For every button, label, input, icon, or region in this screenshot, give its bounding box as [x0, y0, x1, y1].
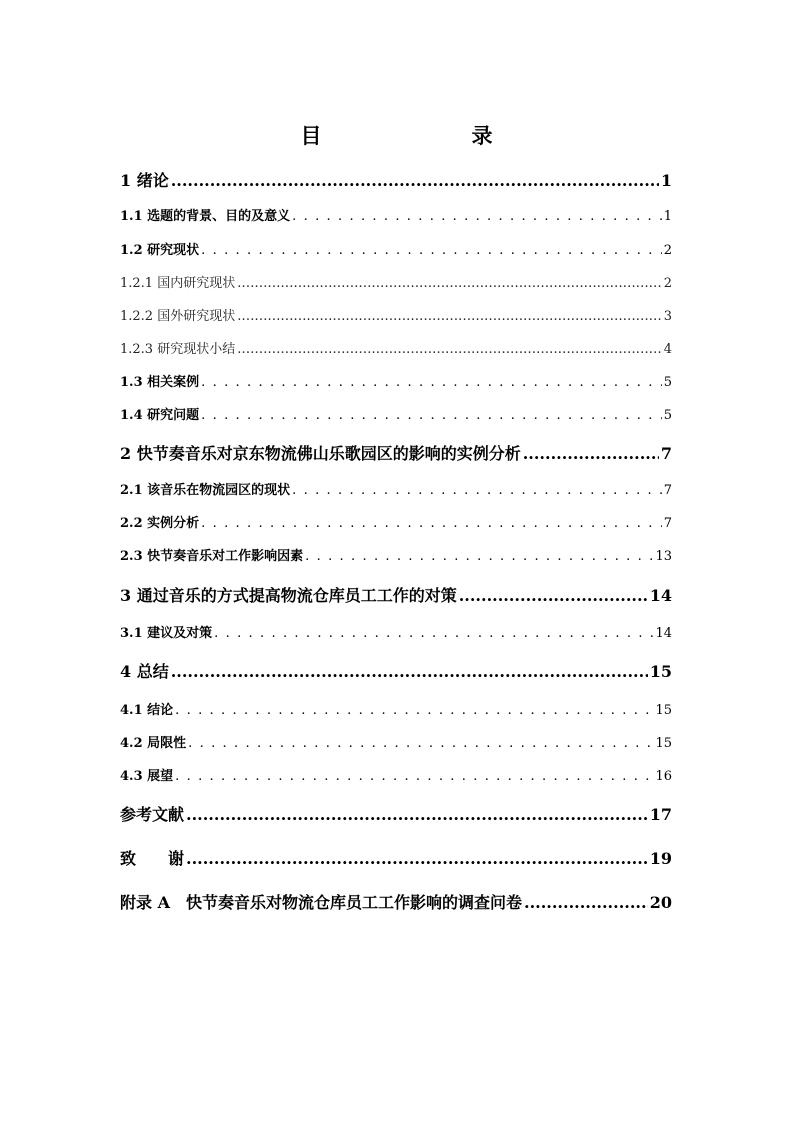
toc-entry-page: 20: [649, 893, 672, 912]
dot-leader: [201, 405, 662, 427]
dot-leader: [171, 659, 648, 685]
dot-leader: [237, 273, 662, 295]
toc-entry-chapter-2[interactable]: [120, 441, 672, 467]
toc-entry-label: 1.1 选题的背景、目的及意义: [120, 209, 291, 224]
toc-entry-references[interactable]: [120, 802, 672, 828]
toc-entry-label: 参考文献: [120, 805, 185, 824]
dot-leader: [171, 168, 659, 194]
dot-leader: [175, 766, 653, 788]
toc-entry-page: 19: [649, 849, 672, 868]
toc-entry-page: 1: [660, 171, 672, 190]
dot-leader: [237, 306, 662, 328]
dot-leader: [237, 339, 662, 361]
toc-entry-label: 1.2.3 研究现状小结: [120, 342, 236, 357]
toc-entry-subsection-1-2-3[interactable]: [120, 339, 672, 361]
toc-entry-label: 4.2 局限性: [120, 736, 187, 751]
dot-leader: [214, 623, 653, 645]
toc-entry-section-4-2[interactable]: [120, 733, 672, 755]
dot-leader: [523, 441, 659, 467]
toc-entry-label: 1.2.1 国内研究现状: [120, 276, 236, 291]
dot-leader: [201, 372, 662, 394]
toc-entry-label: 附录 A 快节奏音乐对物流仓库员工工作影响的调查问卷: [120, 893, 522, 912]
toc-entry-section-2-1[interactable]: [120, 480, 672, 502]
toc-entry-page: 2: [663, 276, 672, 291]
toc-entry-label: 3.1 建议及对策: [120, 626, 213, 641]
toc-entry-subsection-1-2-2[interactable]: [120, 306, 672, 328]
toc-entry-page: 7: [663, 483, 672, 498]
page-title: 目 录: [300, 123, 529, 148]
toc-entry-label: 4.1 结论: [120, 703, 174, 718]
toc-entry-appendix-a[interactable]: [120, 890, 672, 916]
toc-entry-page: 15: [655, 736, 672, 751]
toc-entry-subsection-1-2-1[interactable]: [120, 273, 672, 295]
toc-entry-label: 1.2 研究现状: [120, 243, 200, 258]
toc-entry-label: 2.3 快节奏音乐对工作影响因素: [120, 549, 304, 564]
toc-entry-chapter-1[interactable]: [120, 168, 672, 194]
toc-entry-page: 4: [663, 342, 672, 357]
toc-entry-chapter-3[interactable]: [120, 583, 672, 609]
toc-entry-label: 1.2.2 国外研究现状: [120, 309, 236, 324]
toc-entry-section-3-1[interactable]: [120, 623, 672, 645]
toc-entry-page: 14: [649, 586, 672, 605]
dot-leader: [175, 700, 653, 722]
toc-entry-label: 4.3 展望: [120, 769, 174, 784]
toc-entry-page: 1: [663, 209, 672, 224]
dot-leader: [186, 846, 648, 872]
toc-entry-page: 7: [663, 516, 672, 531]
toc-entry-label: 4 总结: [120, 662, 169, 681]
toc-entry-acknowledgements[interactable]: [120, 846, 672, 872]
toc-entry-page: 5: [663, 375, 672, 390]
toc-entry-page: 2: [663, 243, 672, 258]
toc-entry-section-1-4[interactable]: [120, 405, 672, 427]
dot-leader: [186, 802, 648, 828]
toc-entry-section-4-1[interactable]: [120, 700, 672, 722]
dot-leader: [201, 513, 662, 535]
dot-leader: [459, 583, 648, 609]
toc-entry-page: 13: [655, 549, 672, 564]
toc-entry-section-1-3[interactable]: [120, 372, 672, 394]
toc-entry-page: 3: [663, 309, 672, 324]
toc-entry-section-2-2[interactable]: [120, 513, 672, 535]
toc-entry-page: 17: [649, 805, 672, 824]
toc-entry-label: 2.1 该音乐在物流园区的现状: [120, 483, 291, 498]
dot-leader: [201, 240, 662, 262]
toc-entry-page: 5: [663, 408, 672, 423]
toc-entry-section-4-3[interactable]: [120, 766, 672, 788]
toc-entry-section-1-2[interactable]: [120, 240, 672, 262]
toc-entry-chapter-4[interactable]: [120, 659, 672, 685]
dot-leader: [292, 480, 662, 502]
dot-leader: [305, 546, 653, 568]
toc-entry-page: 16: [655, 769, 672, 784]
toc-entry-label: 1.4 研究问题: [120, 408, 200, 423]
toc-entry-section-2-3[interactable]: [120, 546, 672, 568]
toc-entry-page: 15: [649, 662, 672, 681]
toc-entry-page: 14: [655, 626, 672, 641]
toc-entry-label: 3 通过音乐的方式提高物流仓库员工工作的对策: [120, 586, 457, 605]
toc-entry-label: 2.2 实例分析: [120, 516, 200, 531]
dot-leader: [188, 733, 653, 755]
toc-entry-label: 致 谢: [120, 849, 185, 868]
toc-entry-label: 1 绪论: [120, 171, 169, 190]
dot-leader: [524, 890, 648, 916]
toc-entry-page: 7: [660, 444, 672, 463]
toc-entry-label: 1.3 相关案例: [120, 375, 200, 390]
dot-leader: [292, 206, 662, 228]
toc-entry-page: 15: [655, 703, 672, 718]
toc-entry-section-1-1[interactable]: [120, 206, 672, 228]
toc-entry-label: 2 快节奏音乐对京东物流佛山乐歌园区的影响的实例分析: [120, 444, 521, 463]
